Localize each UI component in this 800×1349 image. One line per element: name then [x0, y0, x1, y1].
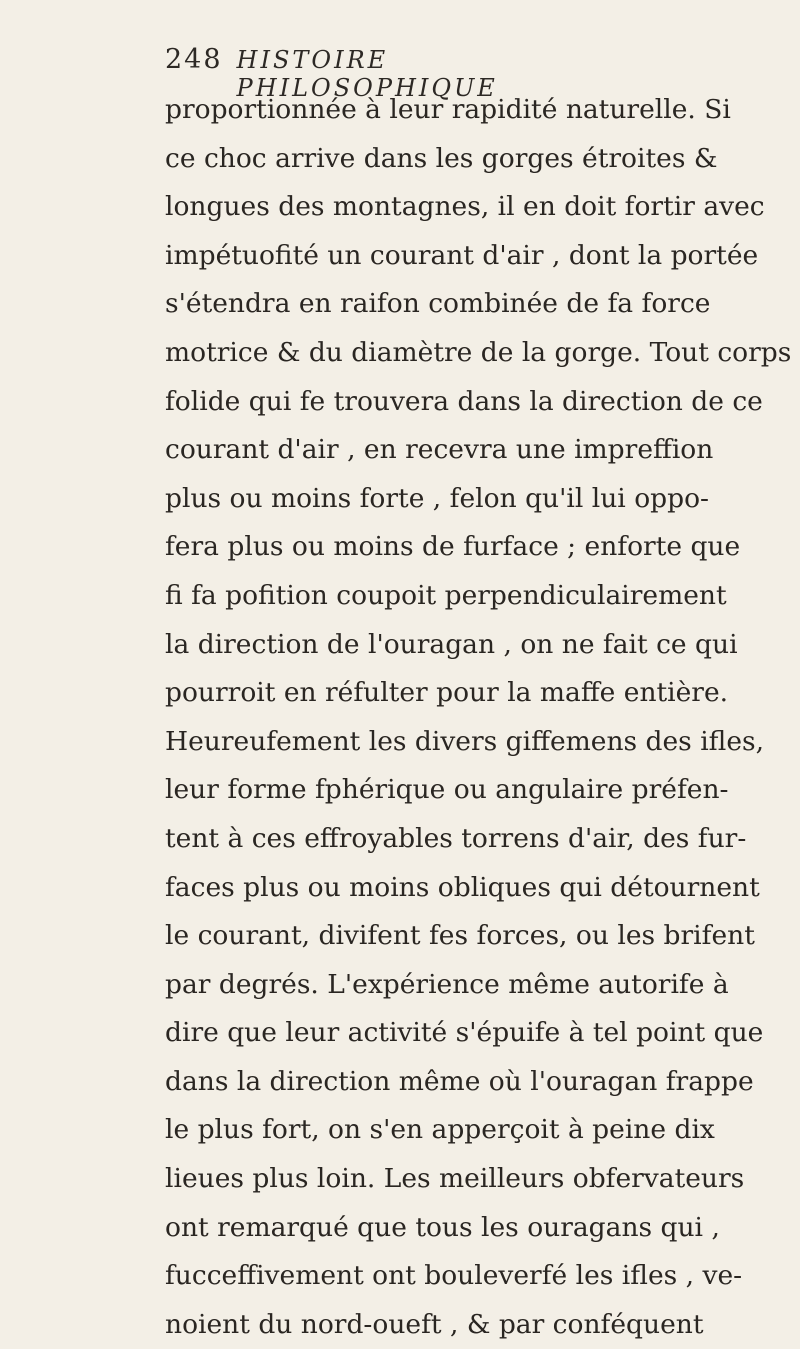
page-number: 248 — [165, 44, 223, 75]
text-line: fi fa pofition coupoit perpendiculairement — [165, 579, 727, 611]
text-line: plus ou moins forte , felon qu'il lui oppo- — [165, 482, 709, 514]
text-line: dire que leur activité s'épuife à tel point que — [165, 1017, 764, 1049]
text-line: courant d'air , en recevra une impreffion — [165, 434, 714, 466]
text-line: le plus fort, on s'en apperçoit à peine dix — [165, 1114, 715, 1146]
text-line: ont remarqué que tous les ouragans qui , — [165, 1211, 720, 1243]
text-line: faces plus ou moins obliques qui détournent — [165, 871, 760, 903]
text-line: fera plus ou moins de furface ; enforte que — [165, 531, 741, 563]
running-title: HISTOIRE PHILOSOPHIQUE — [236, 46, 498, 102]
text-line: leur forme fphérique ou angulaire préfen- — [165, 774, 729, 806]
text-line: noient du nord-oueft , & par conféquent — [165, 1308, 704, 1340]
text-line: ce choc arrive dans les gorges étroites & — [165, 142, 718, 174]
text-line: folide qui fe trouvera dans la direction de ce — [165, 385, 763, 417]
body-text — [165, 86, 792, 1349]
text-line: motrice & du diamètre de la gorge. Tout corps — [165, 336, 792, 368]
text-line: fucceffivement ont bouleverfé les ifles , ve- — [165, 1260, 743, 1292]
text-line: proportionnée à leur rapidité naturelle. Si — [165, 94, 731, 125]
text-line: le courant, divifent fes forces, ou les brifent — [165, 920, 755, 952]
text-line: impétuofité un courant d'air , dont la portée — [165, 239, 759, 271]
text-line: longues des montagnes, il en doit fortir avec — [165, 191, 765, 223]
text-line: la direction de l'ouragan , on ne fait ce qui — [165, 628, 738, 660]
text-line: dans la direction même où l'ouragan frappe — [165, 1065, 754, 1097]
text-line: Heureufement les divers giffemens des ifles, — [165, 725, 765, 757]
text-line: tent à ces effroyables torrens d'air, des fur- — [165, 822, 747, 854]
text-line: s'étendra en raifon combinée de fa force — [165, 288, 711, 320]
text-line: pourroit en réfulter pour la maffe entière. — [165, 677, 729, 709]
text-line: par degrés. L'expérience même autorife à — [165, 968, 729, 1000]
text-line: lieues plus loin. Les meilleurs obfervateurs — [165, 1163, 745, 1195]
